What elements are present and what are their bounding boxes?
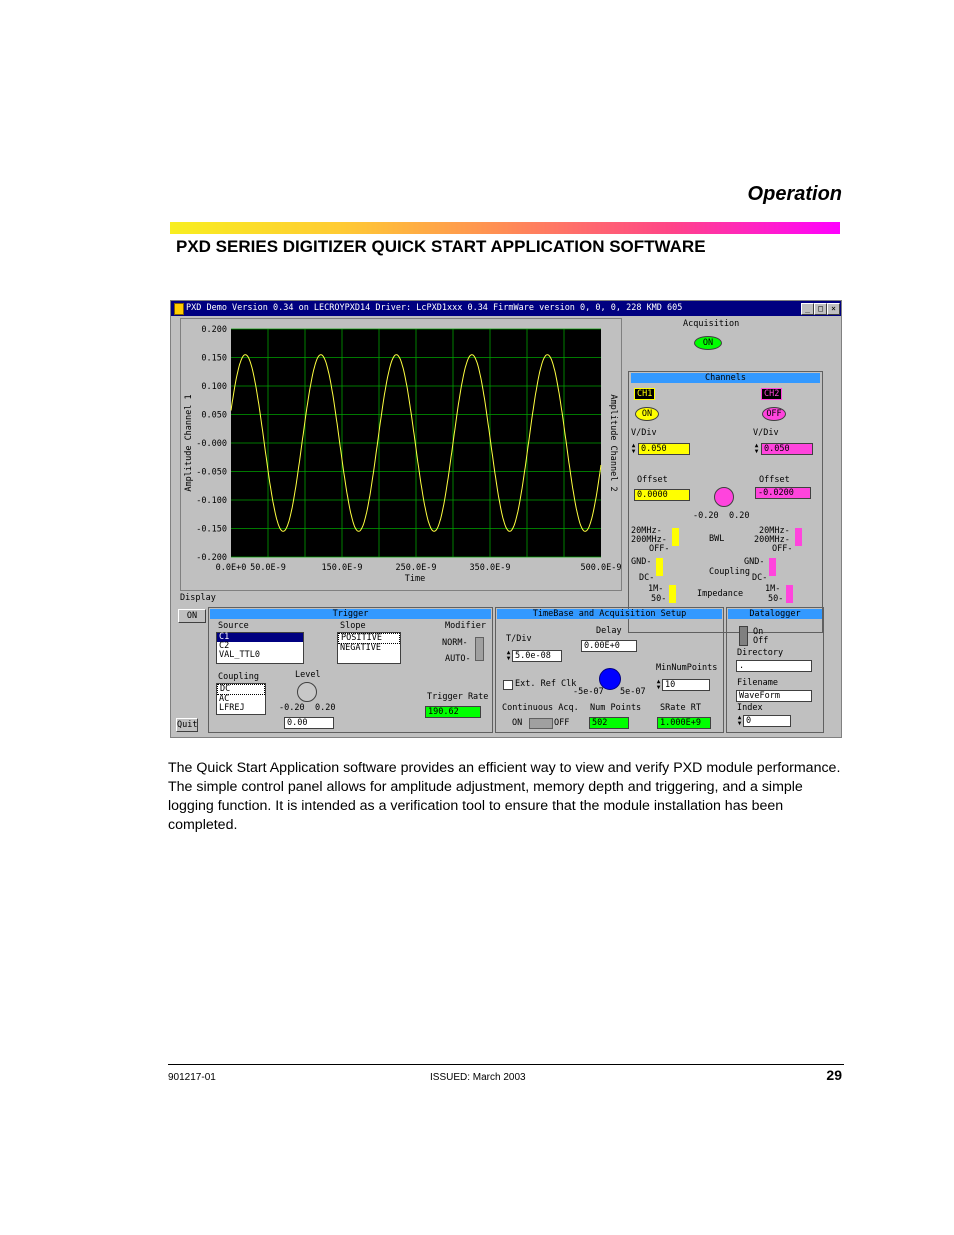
- minimize-button[interactable]: _: [801, 303, 814, 315]
- y-axis-label-left: Amplitude Channel 1: [184, 394, 194, 492]
- y-tick-label: 0.150: [201, 353, 227, 364]
- y-tick-label: -0.150: [196, 524, 227, 535]
- waveform-plot: [181, 319, 621, 590]
- slope-item-negative[interactable]: NEGATIVE: [340, 643, 381, 653]
- tdiv-spinner-icon[interactable]: ▲ ▼: [506, 649, 511, 662]
- minnum-label: MinNumPoints: [656, 663, 718, 673]
- timebase-panel: [495, 607, 724, 733]
- ch1-vdiv-field[interactable]: 0.050: [638, 443, 690, 455]
- trigger-coupling-label: Coupling: [218, 672, 259, 682]
- delay-knob-min: -5e-07: [573, 687, 604, 697]
- ch1-bw-20mhz: 20MHz-: [631, 526, 662, 536]
- section-title: PXD SERIES DIGITIZER QUICK START APPLICATION SOFTWARE: [176, 237, 706, 256]
- trigger-slope-label: Slope: [340, 621, 366, 631]
- filename-label: Filename: [737, 678, 778, 688]
- y-axis-label-right: Amplitude Channel 2: [608, 394, 618, 492]
- trigger-modifier-label: Modifier: [445, 621, 486, 631]
- acquisition-label: Acquisition: [683, 319, 740, 329]
- index-field[interactable]: 0: [743, 715, 791, 727]
- acquisition-toggle[interactable]: ON: [694, 336, 722, 350]
- ch1-dc: DC-: [639, 573, 655, 583]
- ch1-vdiv-spinner-icon[interactable]: ▲ ▼: [631, 442, 636, 455]
- ch2-vdiv-field[interactable]: 0.050: [761, 443, 813, 455]
- offset-knob-icon[interactable]: [714, 487, 734, 507]
- ch2-bw-off: OFF-: [772, 544, 793, 554]
- channels-header: Channels: [631, 373, 820, 383]
- ext-ref-label: Ext. Ref Clk: [515, 679, 577, 689]
- display-label: Display: [180, 593, 216, 603]
- level-knob-icon[interactable]: [297, 682, 317, 702]
- ch1-bw-off: OFF-: [649, 544, 670, 554]
- app-window: [170, 300, 842, 738]
- offset-knob-max: 0.20: [729, 511, 750, 521]
- directory-field[interactable]: .: [736, 660, 812, 672]
- ch1-bwl-switch[interactable]: [672, 528, 679, 546]
- ch2-imp-50: 50-: [768, 594, 784, 604]
- y-tick-label: -0.100: [196, 496, 227, 506]
- timebase-header: TimeBase and Acquisition Setup: [497, 609, 722, 619]
- maximize-button[interactable]: □: [814, 303, 827, 315]
- trigger-header: Trigger: [210, 609, 491, 619]
- tdiv-field[interactable]: 5.0e-08: [512, 650, 562, 662]
- x-tick-label: 500.0E-9: [580, 563, 621, 573]
- delay-label: Delay: [596, 626, 622, 636]
- y-tick-label: 0.100: [201, 382, 227, 392]
- ch2-toggle[interactable]: OFF: [762, 407, 786, 421]
- level-value-field[interactable]: 0.00: [284, 717, 334, 729]
- y-tick-label: 0.050: [201, 410, 227, 421]
- delay-knob-max: 5e-07: [620, 687, 646, 697]
- coupling-item-ac[interactable]: AC: [219, 694, 230, 704]
- ch2-offset-field[interactable]: -0.0200: [755, 487, 811, 499]
- x-tick-label: 0.0E+0: [215, 563, 247, 573]
- footer-doc-number: 901217-01: [168, 1072, 216, 1083]
- continuous-acq-label: Continuous Acq.: [502, 703, 579, 713]
- ch2-bw-200mhz: 200MHz-: [754, 535, 790, 545]
- header-gradient-bar: [170, 222, 840, 234]
- datalogger-header: Datalogger: [728, 609, 822, 619]
- close-button[interactable]: ×: [827, 303, 840, 315]
- minnum-field[interactable]: 10: [662, 679, 710, 691]
- body-paragraph: The Quick Start Application software provides an efficient way to view and verify PXD module performance. The simple control panel allows for amplitude adjustment, memory depth and triggering, and a simple logging function. It is intended as a verification tool to ensure that the module installation has been completed.: [168, 760, 841, 833]
- x-axis-label: Time: [404, 574, 426, 584]
- srate-label: SRate RT: [660, 703, 701, 713]
- page-number: 29: [826, 1067, 842, 1083]
- ch2-vdiv-spinner-icon[interactable]: ▲ ▼: [754, 442, 759, 455]
- numpoints-value: 502: [589, 717, 629, 729]
- impedance-label: Impedance: [697, 589, 744, 599]
- datalogger-off: Off: [753, 636, 769, 646]
- ch1-vdiv-label: V/Div: [631, 428, 657, 438]
- x-tick-label: 50.0E-9: [250, 563, 286, 573]
- ch1-offset-field[interactable]: 0.0000: [634, 489, 690, 501]
- trigger-level-label: Level: [295, 670, 321, 680]
- ch1-label: CH1: [634, 388, 655, 400]
- ext-ref-checkbox[interactable]: [503, 680, 513, 690]
- channels-panel: [628, 371, 823, 633]
- modifier-switch[interactable]: [475, 637, 484, 661]
- filename-field[interactable]: WaveForm: [736, 690, 812, 702]
- trigger-panel: [208, 607, 493, 733]
- coupling-label: Coupling: [709, 567, 750, 577]
- index-spinner-icon[interactable]: ▲ ▼: [737, 714, 742, 727]
- bwl-label: BWL: [709, 534, 725, 544]
- coupling-item-dc[interactable]: DC: [217, 684, 265, 695]
- ch2-offset-label: Offset: [759, 475, 790, 485]
- footer-rule: [168, 1064, 844, 1065]
- coupling-item-lfrej[interactable]: LFREJ: [219, 703, 245, 713]
- ch1-coupling-switch[interactable]: [656, 558, 663, 576]
- datalogger-switch[interactable]: [739, 626, 748, 646]
- ch2-bw-20mhz: 20MHz-: [759, 526, 790, 536]
- modifier-auto: AUTO-: [445, 654, 471, 664]
- tdiv-label: T/Div: [506, 634, 532, 644]
- ch1-bw-200mhz: 200MHz-: [631, 535, 667, 545]
- ch1-gnd: GND-: [631, 557, 652, 567]
- y-axis: [196, 325, 227, 563]
- page-header: Operation: [747, 183, 842, 205]
- x-axis: [216, 563, 621, 573]
- y-tick-label: 0.200: [201, 325, 227, 335]
- trigger-rate-label: Trigger Rate: [427, 692, 489, 702]
- slope-item-positive[interactable]: POSITIVE: [338, 633, 400, 644]
- display-on-button[interactable]: ON: [178, 609, 206, 623]
- x-tick-label: 350.0E-9: [469, 563, 511, 573]
- modifier-norm: NORM-: [442, 638, 468, 648]
- numpoints-label: Num Points: [590, 703, 642, 713]
- delay-field[interactable]: 0.00E+0: [581, 640, 637, 652]
- app-icon: [174, 303, 184, 315]
- ch1-toggle[interactable]: ON: [635, 407, 659, 421]
- quit-button[interactable]: Quit: [177, 720, 198, 730]
- source-item-val-ttl0[interactable]: VAL_TTL0: [219, 650, 260, 660]
- title-bar: [171, 301, 841, 316]
- y-tick-label: -0.050: [196, 467, 227, 478]
- trigger-source-list[interactable]: [216, 632, 304, 664]
- trigger-source-label: Source: [218, 621, 249, 631]
- srate-value: 1.000E+9: [657, 717, 711, 729]
- source-item-c2[interactable]: C2: [219, 641, 230, 651]
- ch2-bwl-switch[interactable]: [795, 528, 802, 546]
- footer-issued: ISSUED: March 2003: [430, 1072, 526, 1083]
- ch1-offset-label: Offset: [637, 475, 668, 485]
- ch1-impedance-switch[interactable]: [669, 585, 676, 603]
- ch2-imp-1m: 1M-: [765, 584, 781, 594]
- y-tick-label: -0.000: [196, 439, 227, 449]
- ch2-vdiv-label: V/Div: [753, 428, 779, 438]
- minnum-spinner-icon[interactable]: ▲ ▼: [656, 678, 661, 691]
- level-max: 0.20: [315, 703, 336, 713]
- window-title: PXD Demo Version 0.34 on LECROYPXD14 Driver: LcPXD1xxx 0.34 FirmWare version 0, 0, 0, 228 KMD 605: [186, 303, 683, 313]
- datalogger-panel: [726, 607, 824, 733]
- graph-frame: [180, 318, 622, 591]
- trigger-rate-value: 190.62: [425, 706, 481, 718]
- trigger-slope-list[interactable]: [337, 632, 401, 664]
- ch1-imp-50: 50-: [651, 594, 667, 604]
- directory-label: Directory: [737, 648, 784, 658]
- offset-knob-min: -0.20: [693, 511, 719, 521]
- trigger-coupling-list[interactable]: [216, 683, 266, 715]
- datalogger-on: On: [753, 627, 764, 637]
- ch2-impedance-switch[interactable]: [786, 585, 793, 603]
- ch2-dc: DC-: [752, 573, 768, 583]
- y-tick-label: -0.200: [196, 553, 227, 563]
- level-min: -0.20: [279, 703, 305, 713]
- continuous-on: ON: [512, 718, 523, 728]
- x-tick-label: 150.0E-9: [321, 563, 363, 573]
- index-label: Index: [737, 703, 763, 713]
- source-item-c1[interactable]: C1: [217, 633, 303, 642]
- ch2-label: CH2: [761, 388, 782, 400]
- x-tick-label: 250.0E-9: [395, 563, 437, 573]
- continuous-off: OFF: [554, 718, 570, 728]
- ch2-coupling-switch[interactable]: [769, 558, 776, 576]
- ch2-gnd: GND-: [744, 557, 765, 567]
- continuous-acq-switch[interactable]: [529, 718, 553, 729]
- ch1-imp-1m: 1M-: [648, 584, 664, 594]
